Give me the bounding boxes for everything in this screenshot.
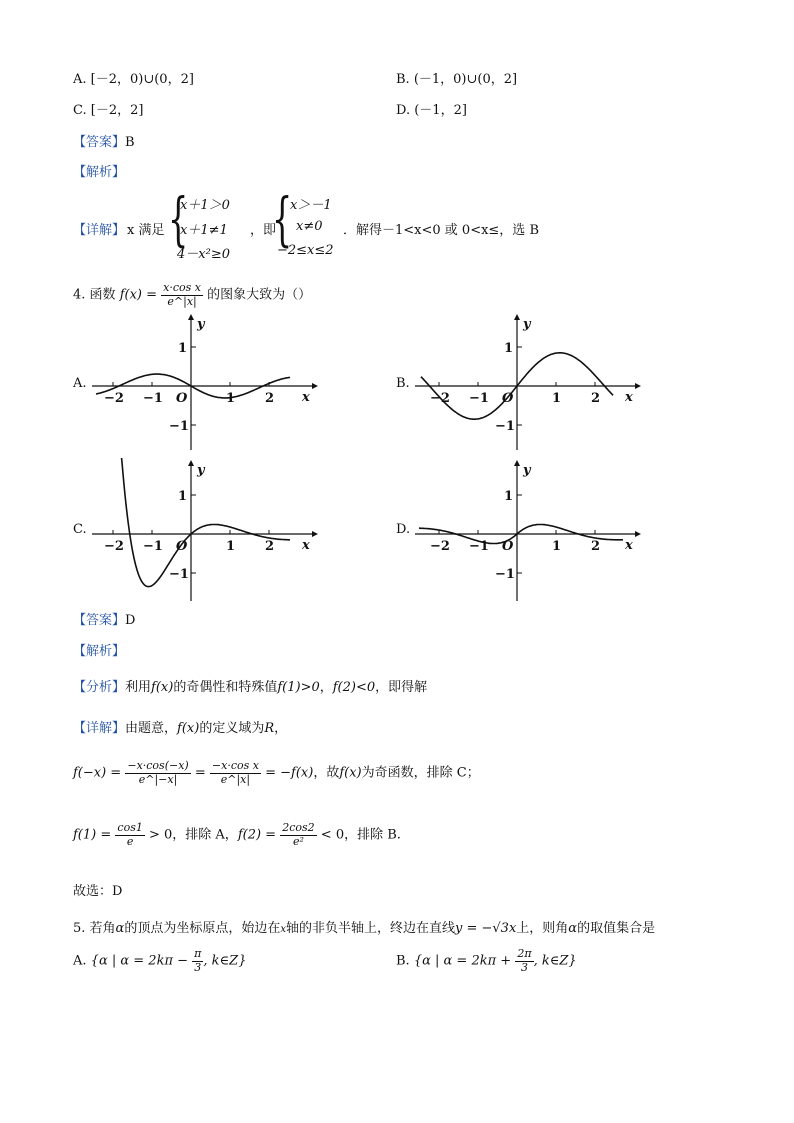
graph-b <box>413 312 643 452</box>
x-tick-label: 2 <box>591 391 601 406</box>
y-axis-label: y <box>523 463 531 478</box>
graph-label-b: B. <box>396 376 410 391</box>
graph-a <box>90 312 320 452</box>
q5-a-pre: A. <box>73 953 87 969</box>
function-curve <box>120 458 290 587</box>
eq1-mid: = <box>194 765 206 781</box>
q4-detail-fx: f(x) <box>177 721 200 736</box>
y-tick-label: 1 <box>178 341 188 356</box>
y-tick-label: 1 <box>178 489 188 504</box>
x-tick-label: −2 <box>430 391 450 406</box>
q4-frac-num: x·cos x <box>163 281 201 294</box>
option-c: C. [－2，2] <box>73 103 144 118</box>
y-axis-arrow <box>188 460 194 466</box>
x-axis-arrow <box>312 383 318 389</box>
sys1-line1: x＋1＞0 <box>180 198 230 213</box>
left-brace-2: { <box>272 185 293 253</box>
eq2-den1: e <box>126 834 134 848</box>
answer-line <box>73 131 135 150</box>
eq1-lhs: f(−x) = <box>73 765 122 781</box>
y-tick-label: −1 <box>495 419 515 434</box>
q5-s1: 5. 若角 <box>73 921 116 936</box>
x-tick-label: −2 <box>104 539 124 554</box>
q5-s3: 轴的非负半轴上，终边在直线 <box>285 921 455 936</box>
y-axis-label: y <box>523 317 531 332</box>
x-tick-label: 1 <box>226 391 236 406</box>
x-tick-label: 1 <box>226 539 236 554</box>
eq1-t1: ，故 <box>313 765 340 781</box>
x-tick-label: −1 <box>469 391 489 406</box>
q5-option-b <box>396 948 577 974</box>
eq2-frac1 <box>115 822 144 848</box>
option-d: D. (－1，2] <box>396 103 467 118</box>
eq2-gt: > 0 <box>148 827 173 843</box>
q4-fenxi-fx: f(x) <box>151 680 174 695</box>
q4-answer-tag: 【答案】 <box>73 613 126 628</box>
q4-fenxi-t2: 的奇偶性和特殊值 <box>173 680 278 695</box>
y-tick-label: −1 <box>495 567 515 582</box>
q5-x: x <box>280 924 286 935</box>
x-axis-arrow <box>635 531 641 537</box>
q4-prefix: 4. 函数 <box>73 287 116 303</box>
q4-fenxi-t3: ，即得解 <box>375 680 428 695</box>
eq1-num1: −x·cos(−x) <box>127 759 189 772</box>
q4-answer-line <box>73 609 135 628</box>
eq1-num2: −x·cos x <box>211 759 259 772</box>
q4-choose: 故选：D <box>73 884 123 899</box>
q4-detail <box>73 717 287 736</box>
q5-b-post: , k∈Z} <box>533 953 577 969</box>
detail-suffix: ．解得－1<x<0 或 0<x≤，选 B <box>343 223 539 238</box>
q4-answer-value: D <box>125 613 136 628</box>
q4-fenxi-c1: f(1)>0 <box>277 680 320 695</box>
x-tick-label: −1 <box>143 391 163 406</box>
sys2-line1: x＞－1 <box>290 198 332 213</box>
graph-label-c: C. <box>73 522 87 537</box>
x-tick-label: −2 <box>104 391 124 406</box>
q5-b-den: 3 <box>520 960 528 974</box>
q5-option-a <box>73 948 246 974</box>
x-tick-label: 2 <box>265 539 275 554</box>
graph-d <box>413 458 643 603</box>
x-tick-label: −1 <box>143 539 163 554</box>
eq1-frac1 <box>125 760 190 786</box>
option-a: A. [－2，0)∪(0，2] <box>73 72 194 87</box>
sys2-line2: x≠0 <box>296 219 323 234</box>
q5-alpha1: α <box>115 921 125 936</box>
y-tick-label: 1 <box>504 489 514 504</box>
q5-s4: 上，则角 <box>516 921 569 936</box>
q5-b-num: 2π <box>517 947 532 960</box>
eq2-num2: 2cos2 <box>282 821 315 834</box>
q4-eq1 <box>73 760 480 786</box>
q5-s5: 的取值集合是 <box>577 921 656 936</box>
eq2-den2: e² <box>292 834 304 848</box>
q4-fenxi-sep: ， <box>319 680 333 695</box>
q4-stem <box>73 282 311 308</box>
graph-label-d: D. <box>396 522 411 537</box>
eq2-num1: cos1 <box>117 821 143 834</box>
y-axis-label: y <box>197 463 205 478</box>
eq1-den2: e^|x| <box>220 772 251 786</box>
q4-fenxi-tag: 【分析】 <box>73 680 126 695</box>
graph-c <box>90 458 320 603</box>
y-tick-label: 1 <box>504 341 514 356</box>
q4-fenxi-t1: 利用 <box>125 680 152 695</box>
analysis-tag: 【解析】 <box>73 165 126 180</box>
eq2-t2: ，排除 B. <box>344 827 401 843</box>
graph-label-a: A. <box>73 376 87 391</box>
q5-b-body: {α | α = 2kπ + <box>413 953 512 969</box>
answer-tag: 【答案】 <box>73 135 126 150</box>
x-tick-label: 1 <box>552 539 562 554</box>
x-axis-label: x <box>302 390 310 405</box>
detail-mid: ，即 <box>250 223 277 238</box>
eq2-t1: ，排除 A， <box>172 827 238 843</box>
answer-value: B <box>125 135 135 150</box>
eq2-lt: < 0 <box>320 827 345 843</box>
x-tick-label: −1 <box>469 539 489 554</box>
detail-prefix: x 满足 <box>127 223 165 238</box>
q5-b-pre: B. <box>396 953 410 969</box>
left-brace: { <box>168 185 189 253</box>
x-tick-label: −2 <box>430 539 450 554</box>
eq1-den1: e^|−x| <box>138 772 178 786</box>
q4-fraction <box>161 282 203 308</box>
q4-detail-tag: 【详解】 <box>73 721 126 736</box>
origin-label: O <box>502 539 514 554</box>
origin-label: O <box>502 391 514 406</box>
q4-suffix: 的图象大致为（） <box>207 287 312 303</box>
q5-a-post: , k∈Z} <box>203 953 247 969</box>
q5-alpha2: α <box>568 921 578 936</box>
eq2-frac2 <box>280 822 316 848</box>
x-axis-label: x <box>302 538 310 553</box>
q4-fenxi-c2: f(2)<0 <box>332 680 376 695</box>
y-tick-label: −1 <box>169 419 189 434</box>
x-tick-label: 1 <box>552 391 562 406</box>
y-axis-arrow <box>514 460 520 466</box>
y-axis-label: y <box>197 317 205 332</box>
sys1-line2: x＋1≠1 <box>180 223 228 238</box>
x-axis-arrow <box>635 383 641 389</box>
q5-stem <box>73 917 655 936</box>
q4-func: f(x) = <box>119 287 157 303</box>
q4-detail-R: R <box>264 721 275 736</box>
q4-frac-den: e^|x| <box>167 294 197 308</box>
y-tick-label: −1 <box>169 567 189 582</box>
q5-a-num: π <box>194 947 202 960</box>
q4-analysis-tag: 【解析】 <box>73 644 126 659</box>
x-tick-label: 2 <box>591 539 601 554</box>
eq1-rhs: = −f(x) <box>265 765 314 781</box>
y-axis-arrow <box>514 314 520 320</box>
eq1-t2: 为奇函数，排除 C； <box>361 765 480 781</box>
q4-detail-a: 由题意， <box>125 721 178 736</box>
eq1-fx: f(x) <box>339 765 362 781</box>
q5-a-den: 3 <box>194 960 202 974</box>
q4-fenxi <box>73 676 427 695</box>
x-axis-arrow <box>312 531 318 537</box>
option-b: B. (－1，0)∪(0，2] <box>396 72 518 87</box>
q5-b-frac <box>515 948 533 974</box>
origin-label: O <box>176 539 188 554</box>
eq1-frac2 <box>210 760 261 786</box>
x-axis-label: x <box>625 390 633 405</box>
q5-line: y = −√3x <box>455 921 517 936</box>
detail-tag: 【详解】 <box>73 223 126 238</box>
origin-label: O <box>176 391 188 406</box>
y-axis-arrow <box>188 314 194 320</box>
q4-detail-c: ， <box>274 721 288 736</box>
sys2-line3: −2≤x≤2 <box>277 243 334 258</box>
q5-a-frac <box>192 948 203 974</box>
q5-a-body: {α | α = 2kπ − <box>90 953 189 969</box>
x-axis-label: x <box>625 538 633 553</box>
eq2-lhs2: f(2) = <box>237 827 277 843</box>
eq2-lhs: f(1) = <box>73 827 112 843</box>
q4-eq2 <box>73 822 401 848</box>
q5-s2: 的顶点为坐标原点，始边在 <box>124 921 281 936</box>
q4-detail-b: 的定义域为 <box>199 721 265 736</box>
x-tick-label: 2 <box>265 391 275 406</box>
sys1-line3: 4－x²≥0 <box>177 247 230 262</box>
